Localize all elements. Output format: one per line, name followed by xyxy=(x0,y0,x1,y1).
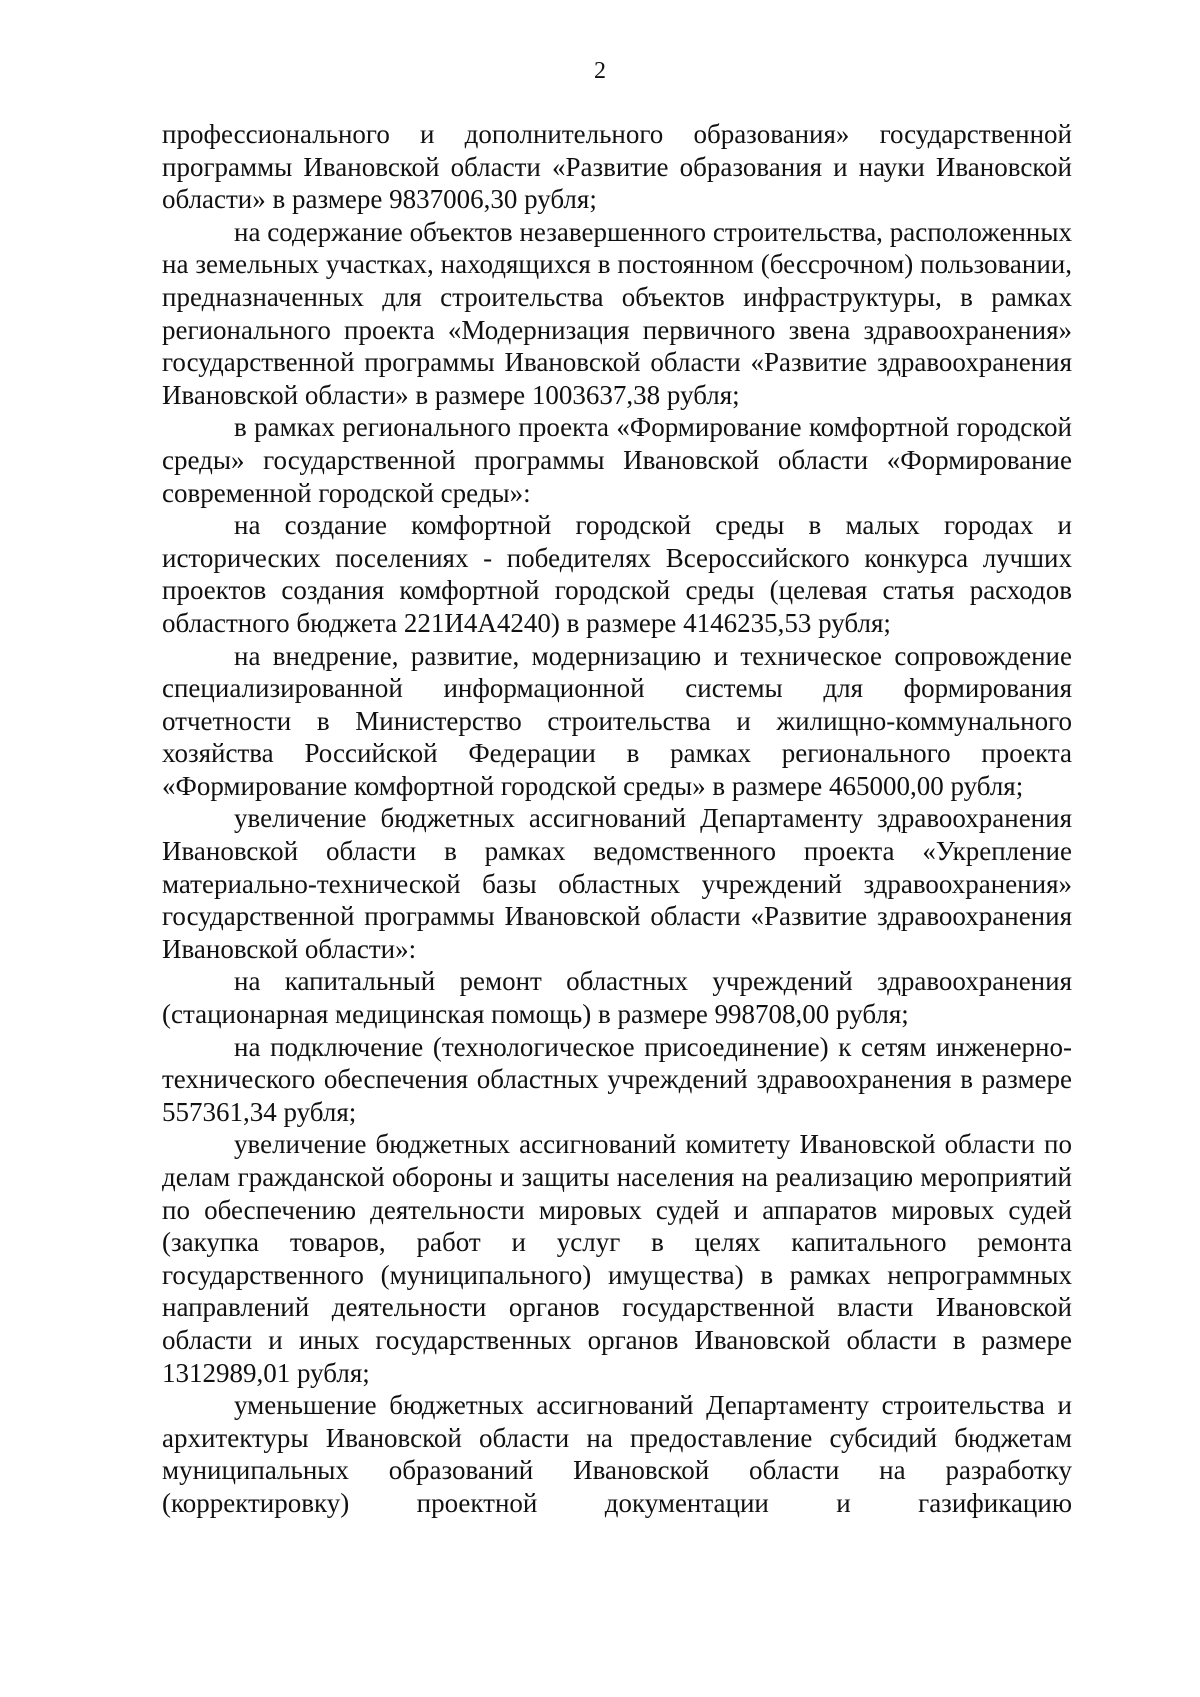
page-number: 2 xyxy=(594,58,606,84)
paragraph: в рамках регионального проекта «Формирование комфортной городской среды» государственной программы Ивановской области «Формирование современной городской среды»: xyxy=(162,412,1072,508)
paragraph: увеличение бюджетных ассигнований Департаменту здравоохранения Ивановской области в рамках ведомственного проекта «Укрепление материально-технической базы областных учреждений здравоохранения» государственной программы Ивановской области «Развитие здравоохранения Ивановской области»: xyxy=(162,803,1072,964)
paragraph: на капитальный ремонт областных учреждений здравоохранения (стационарная медицинская помощь) в размере 998708,00 рубля; xyxy=(162,966,1072,1030)
document-body xyxy=(162,118,1072,1520)
paragraph: на содержание объектов незавершенного строительства, расположенных на земельных участках, находящихся в постоянном (бессрочном) пользовании, предназначенных для строительства объектов инфраструктуры, в рамках регионального проекта «Модернизация первичного звена здравоохранения» государственной программы Ивановской области «Развитие здравоохранения Ивановской области» в размере 1003637,38 рубля; xyxy=(162,216,1072,410)
paragraph: на подключение (технологическое присоединение) к сетям инженерно-технического обеспечения областных учреждений здравоохранения в размере 557361,34 рубля; xyxy=(162,1031,1072,1127)
paragraph: уменьшение бюджетных ассигнований Департаменту строительства и архитектуры Ивановской области на предоставление субсидий бюджетам муниципальных образований Ивановской области на разработку (корректировку) проектной документации и газификацию xyxy=(162,1390,1072,1518)
paragraph: увеличение бюджетных ассигнований комитету Ивановской области по делам гражданской обороны и защиты населения на реализацию мероприятий по обеспечению деятельности мировых судей и аппаратов мировых судей (закупка товаров, работ и услуг в целях капитального ремонта государственного (муниципального) имущества) в рамках непрограммных направлений деятельности органов государственной власти Ивановской области и иных государственных органов Ивановской области в размере 1312989,01 рубля; xyxy=(162,1129,1072,1388)
paragraph: профессионального и дополнительного образования» государственной программы Ивановской области «Развитие образования и науки Ивановской области» в размере 9837006,30 рубля; xyxy=(162,119,1072,215)
paragraph: на внедрение, развитие, модернизацию и техническое сопровождение специализированной информационной системы для формирования отчетности в Министерство строительства и жилищно-коммунального хозяйства Российской Федерации в рамках регионального проекта «Формирование комфортной городской среды» в размере 465000,00 рубля; xyxy=(162,640,1072,801)
paragraph: на создание комфортной городской среды в малых городах и исторических поселениях - победителях Всероссийского конкурса лучших проектов создания комфортной городской среды (целевая статья расходов областного бюджета 221И4А4240) в размере 4146235,53 рубля; xyxy=(162,510,1072,638)
